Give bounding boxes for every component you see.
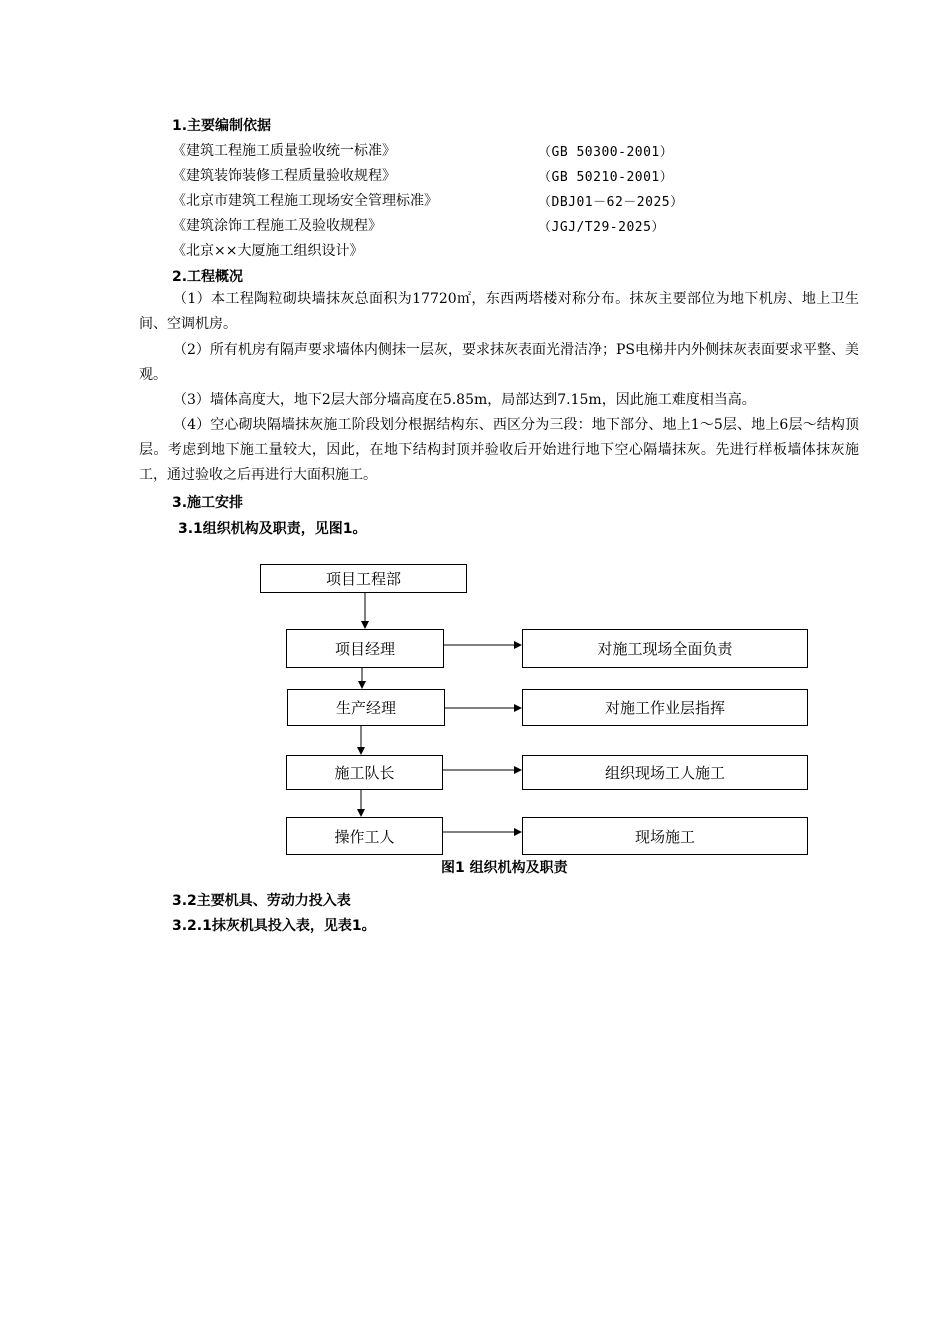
overview-paragraph: （1）本工程陶粒砌块墙抹灰总面积为17720㎡，东西两塔楼对称分布。抹灰主要部位为地下机房、地上卫生间、空调机房。	[139, 291, 859, 332]
overview-paragraph: （4）空心砌块隔墙抹灰施工阶段划分根据结构东、西区分为三段：地下部分、地上1～5层、地上6层～结构顶层。考虑到地下施工量较大，因此，在地下结构封顶并验收后开始进行地下空心隔墙抹灰。先进行样板墙体抹灰施工，通过验收之后再进行大面积施工。	[139, 417, 859, 483]
overview-paragraph: （2）所有机房有隔声要求墙体内侧抹一层灰，要求抹灰表面光滑洁净；PS电梯井内外侧抹灰表面要求平整、美观。	[139, 342, 859, 383]
ref-title: 《北京××大厦施工组织设计》	[172, 243, 364, 259]
org-box-role: 项目经理	[286, 629, 444, 668]
subsection-3-2-heading: 3.2主要机具、劳动力投入表	[172, 893, 351, 909]
org-box-duty: 现场施工	[522, 817, 808, 855]
org-box-role: 操作工人	[286, 817, 443, 855]
ref-title: 《建筑涂饰工程施工及验收规程》	[172, 218, 382, 234]
section3-heading: 3.施工安排	[172, 495, 244, 511]
ref-title: 《北京市建筑工程施工现场安全管理标准》	[172, 193, 438, 209]
ref-code: （GB 50210-2001）	[538, 170, 674, 185]
org-box-duty: 对施工现场全面负责	[522, 629, 808, 668]
subsection-3-2-1-heading: 3.2.1抹灰机具投入表，见表1。	[172, 918, 376, 934]
figure-caption: 图1 组织机构及职责	[441, 860, 568, 876]
org-box-role: 施工队长	[286, 755, 443, 790]
overview-paragraph: （3）墙体高度大，地下2层大部分墙高度在5.85m，局部达到7.15m，因此施工难度相当高。	[173, 392, 756, 408]
org-box-duty: 对施工作业层指挥	[522, 689, 808, 726]
ref-title: 《建筑装饰装修工程质量验收规程》	[172, 168, 396, 184]
ref-code: （JGJ/T29-2025）	[538, 220, 665, 235]
ref-code: （DBJ01－62－2025）	[538, 195, 684, 210]
subsection-3-1-heading: 3.1组织机构及职责，见图1。	[178, 521, 367, 537]
section1-heading: 1.主要编制依据	[172, 118, 272, 134]
org-box-duty: 组织现场工人施工	[522, 755, 808, 790]
org-box-project-dept: 项目工程部	[260, 564, 467, 593]
section2-heading: 2.工程概况	[172, 269, 244, 285]
org-box-role: 生产经理	[287, 689, 445, 726]
ref-code: （GB 50300-2001）	[538, 145, 674, 160]
ref-title: 《建筑工程施工质量验收统一标准》	[172, 143, 396, 159]
